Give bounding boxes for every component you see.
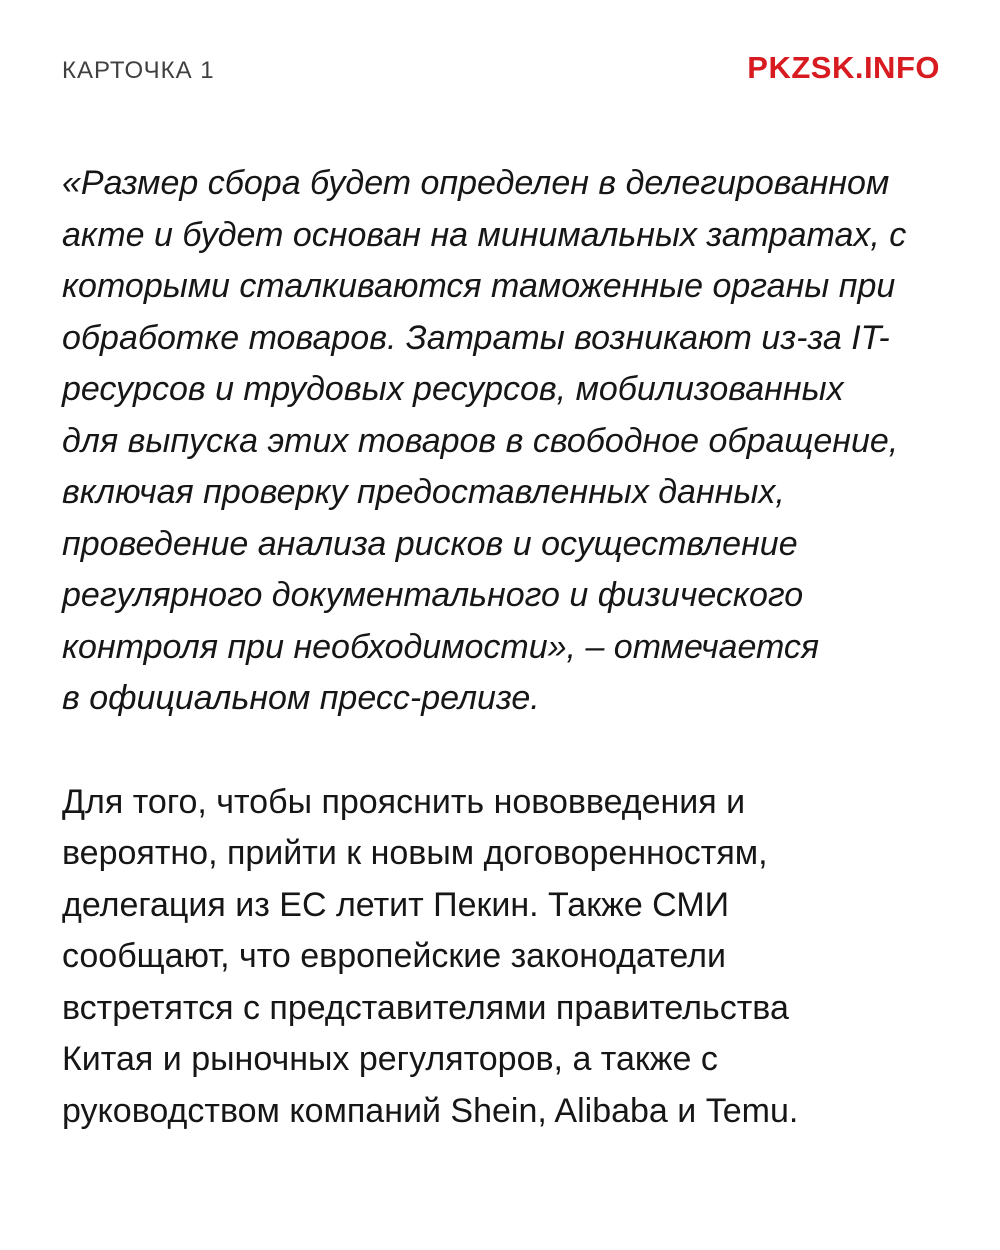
body-line: вероятно, прийти к новым договоренностям, [62, 834, 768, 872]
quote-line: контроля при необходимости», – отмечается [62, 627, 820, 666]
quote-line: регулярного документального и физического [62, 576, 804, 614]
body-paragraph [62, 777, 940, 1138]
quote-line: ресурсов и трудовых ресурсов, мобилизованных [62, 370, 844, 408]
body-line: сообщают, что европейские законодатели [62, 937, 726, 975]
quote-line: обработке товаров. Затраты возникают из-за IT- [62, 318, 890, 357]
quote-line: включая проверку предоставленных данных, [62, 473, 785, 511]
body-line: делегация из ЕС летит Пекин. Также СМИ [62, 885, 730, 924]
quote-line: проведение анализа рисков и осуществление [62, 524, 798, 563]
quote-line: «Размер сбора будет определен в делегированном [62, 164, 890, 202]
quote-line: которыми сталкиваются таможенные органы при [62, 267, 896, 305]
body-line: Для того, чтобы прояснить нововведения и [62, 782, 746, 821]
body-line: Китая и рыночных регуляторов, а также с [62, 1040, 718, 1078]
quote-line: акте и будет основан на минимальных затратах, с [62, 215, 907, 254]
quote-line: в официальном пресс-релизе. [62, 679, 540, 717]
card-number-label: КАРТОЧКА 1 [62, 57, 215, 84]
card-header [62, 50, 940, 86]
body-line: встретятся с представителями правительства [62, 988, 789, 1027]
site-logo: PKZSK.INFO [747, 50, 940, 85]
quote-paragraph [62, 158, 940, 725]
quote-line: для выпуска этих товаров в свободное обращение, [62, 421, 899, 460]
body-line: руководством компаний Shein, Alibaba и Temu. [62, 1091, 799, 1130]
